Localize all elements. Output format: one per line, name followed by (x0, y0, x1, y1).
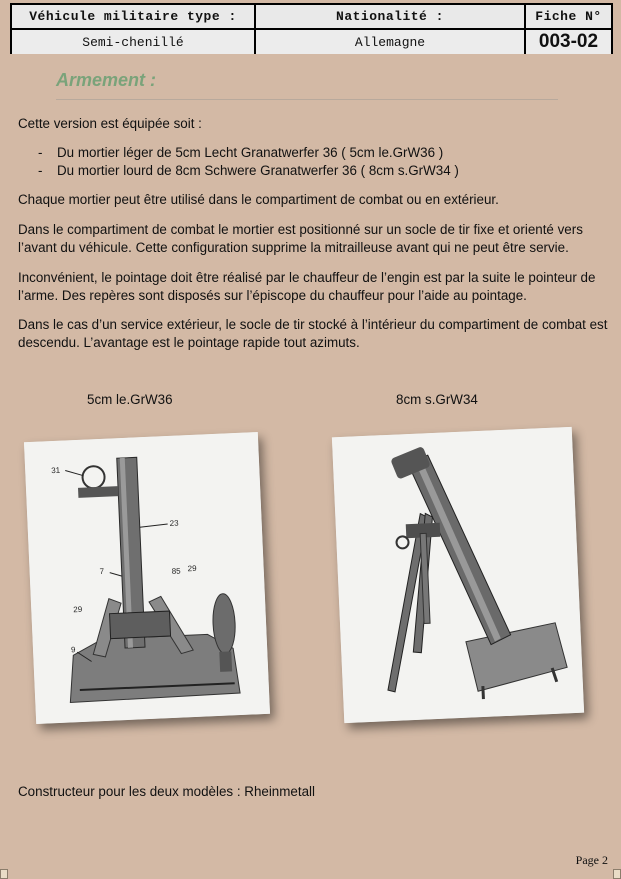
nationality-label: Nationalité : (256, 5, 524, 28)
mortar-8cm-illustration (332, 427, 584, 723)
sheet-number-label: Fiche N° (526, 5, 611, 28)
callout-label: 9 (70, 645, 76, 655)
manufacturer-note: Constructeur pour les deux modèles : Rheinmetall (18, 784, 315, 799)
paragraph: Inconvénient, le pointage doit être réalisé par le chauffeur de l’engin est par la suite le pointeur de l’arme. Des repères sont disposés sur l’épiscope du chauffeur pour l’aide au pointage. (18, 270, 596, 303)
section-title: Armement : (56, 70, 157, 90)
callout-label: 7 (99, 566, 105, 577)
sheet-number-value: 003-02 (526, 30, 611, 54)
vehicle-type-label: Véhicule militaire type : (12, 5, 254, 28)
corner-marker-left (0, 869, 8, 879)
list-item-text: Du mortier léger de 5cm Lecht Granatwerfer 36 ( 5cm le.GrW36 ) (57, 145, 444, 160)
corner-marker-right (613, 869, 621, 879)
callout-label: 29 (187, 563, 197, 574)
sheet-header-table (10, 3, 613, 54)
callout-label: 23 (169, 518, 179, 528)
page-number: Page 2 (575, 853, 608, 867)
paragraph: Dans le cas d’un service extérieur, le socle de tir stocké à l’intérieur du compartiment de combat est descendu. L’avantage est le pointage rapide tout azimuts. (18, 317, 608, 350)
list-item-text: Du mortier lourd de 8cm Schwere Granatwerfer 36 ( 8cm s.GrW34 ) (57, 163, 459, 178)
paragraph: Chaque mortier peut être utilisé dans le compartiment de combat ou en extérieur. (18, 192, 499, 207)
paragraph: Dans le compartiment de combat le mortier est positionné sur un socle de tir fixe et orienté vers l’avant du véhicule. Cette configuration supprime la mitrailleuse avant qui ne peut être servie. (18, 222, 583, 255)
callout-label: 29 (73, 604, 83, 615)
armament-list (38, 144, 459, 180)
mortar-8cm-photo (332, 427, 584, 723)
list-item: - Du mortier lourd de 8cm Schwere Granatwerfer 36 ( 8cm s.GrW34 ) (38, 163, 459, 178)
list-item: - Du mortier léger de 5cm Lecht Granatwerfer 36 ( 5cm le.GrW36 ) (38, 145, 444, 160)
nationality-value: Allemagne (256, 30, 524, 54)
mortar-5cm-illustration (24, 432, 270, 724)
title-divider (56, 99, 558, 100)
figure-caption-8cm: 8cm s.GrW34 (396, 392, 478, 407)
callout-label: 85 (171, 566, 181, 576)
mortar-5cm-photo (24, 432, 270, 724)
vehicle-type-value: Semi-chenillé (12, 30, 254, 54)
intro-text: Cette version est équipée soit : (18, 116, 202, 131)
figure-caption-5cm: 5cm le.GrW36 (87, 392, 173, 407)
callout-label: 31 (51, 465, 61, 476)
